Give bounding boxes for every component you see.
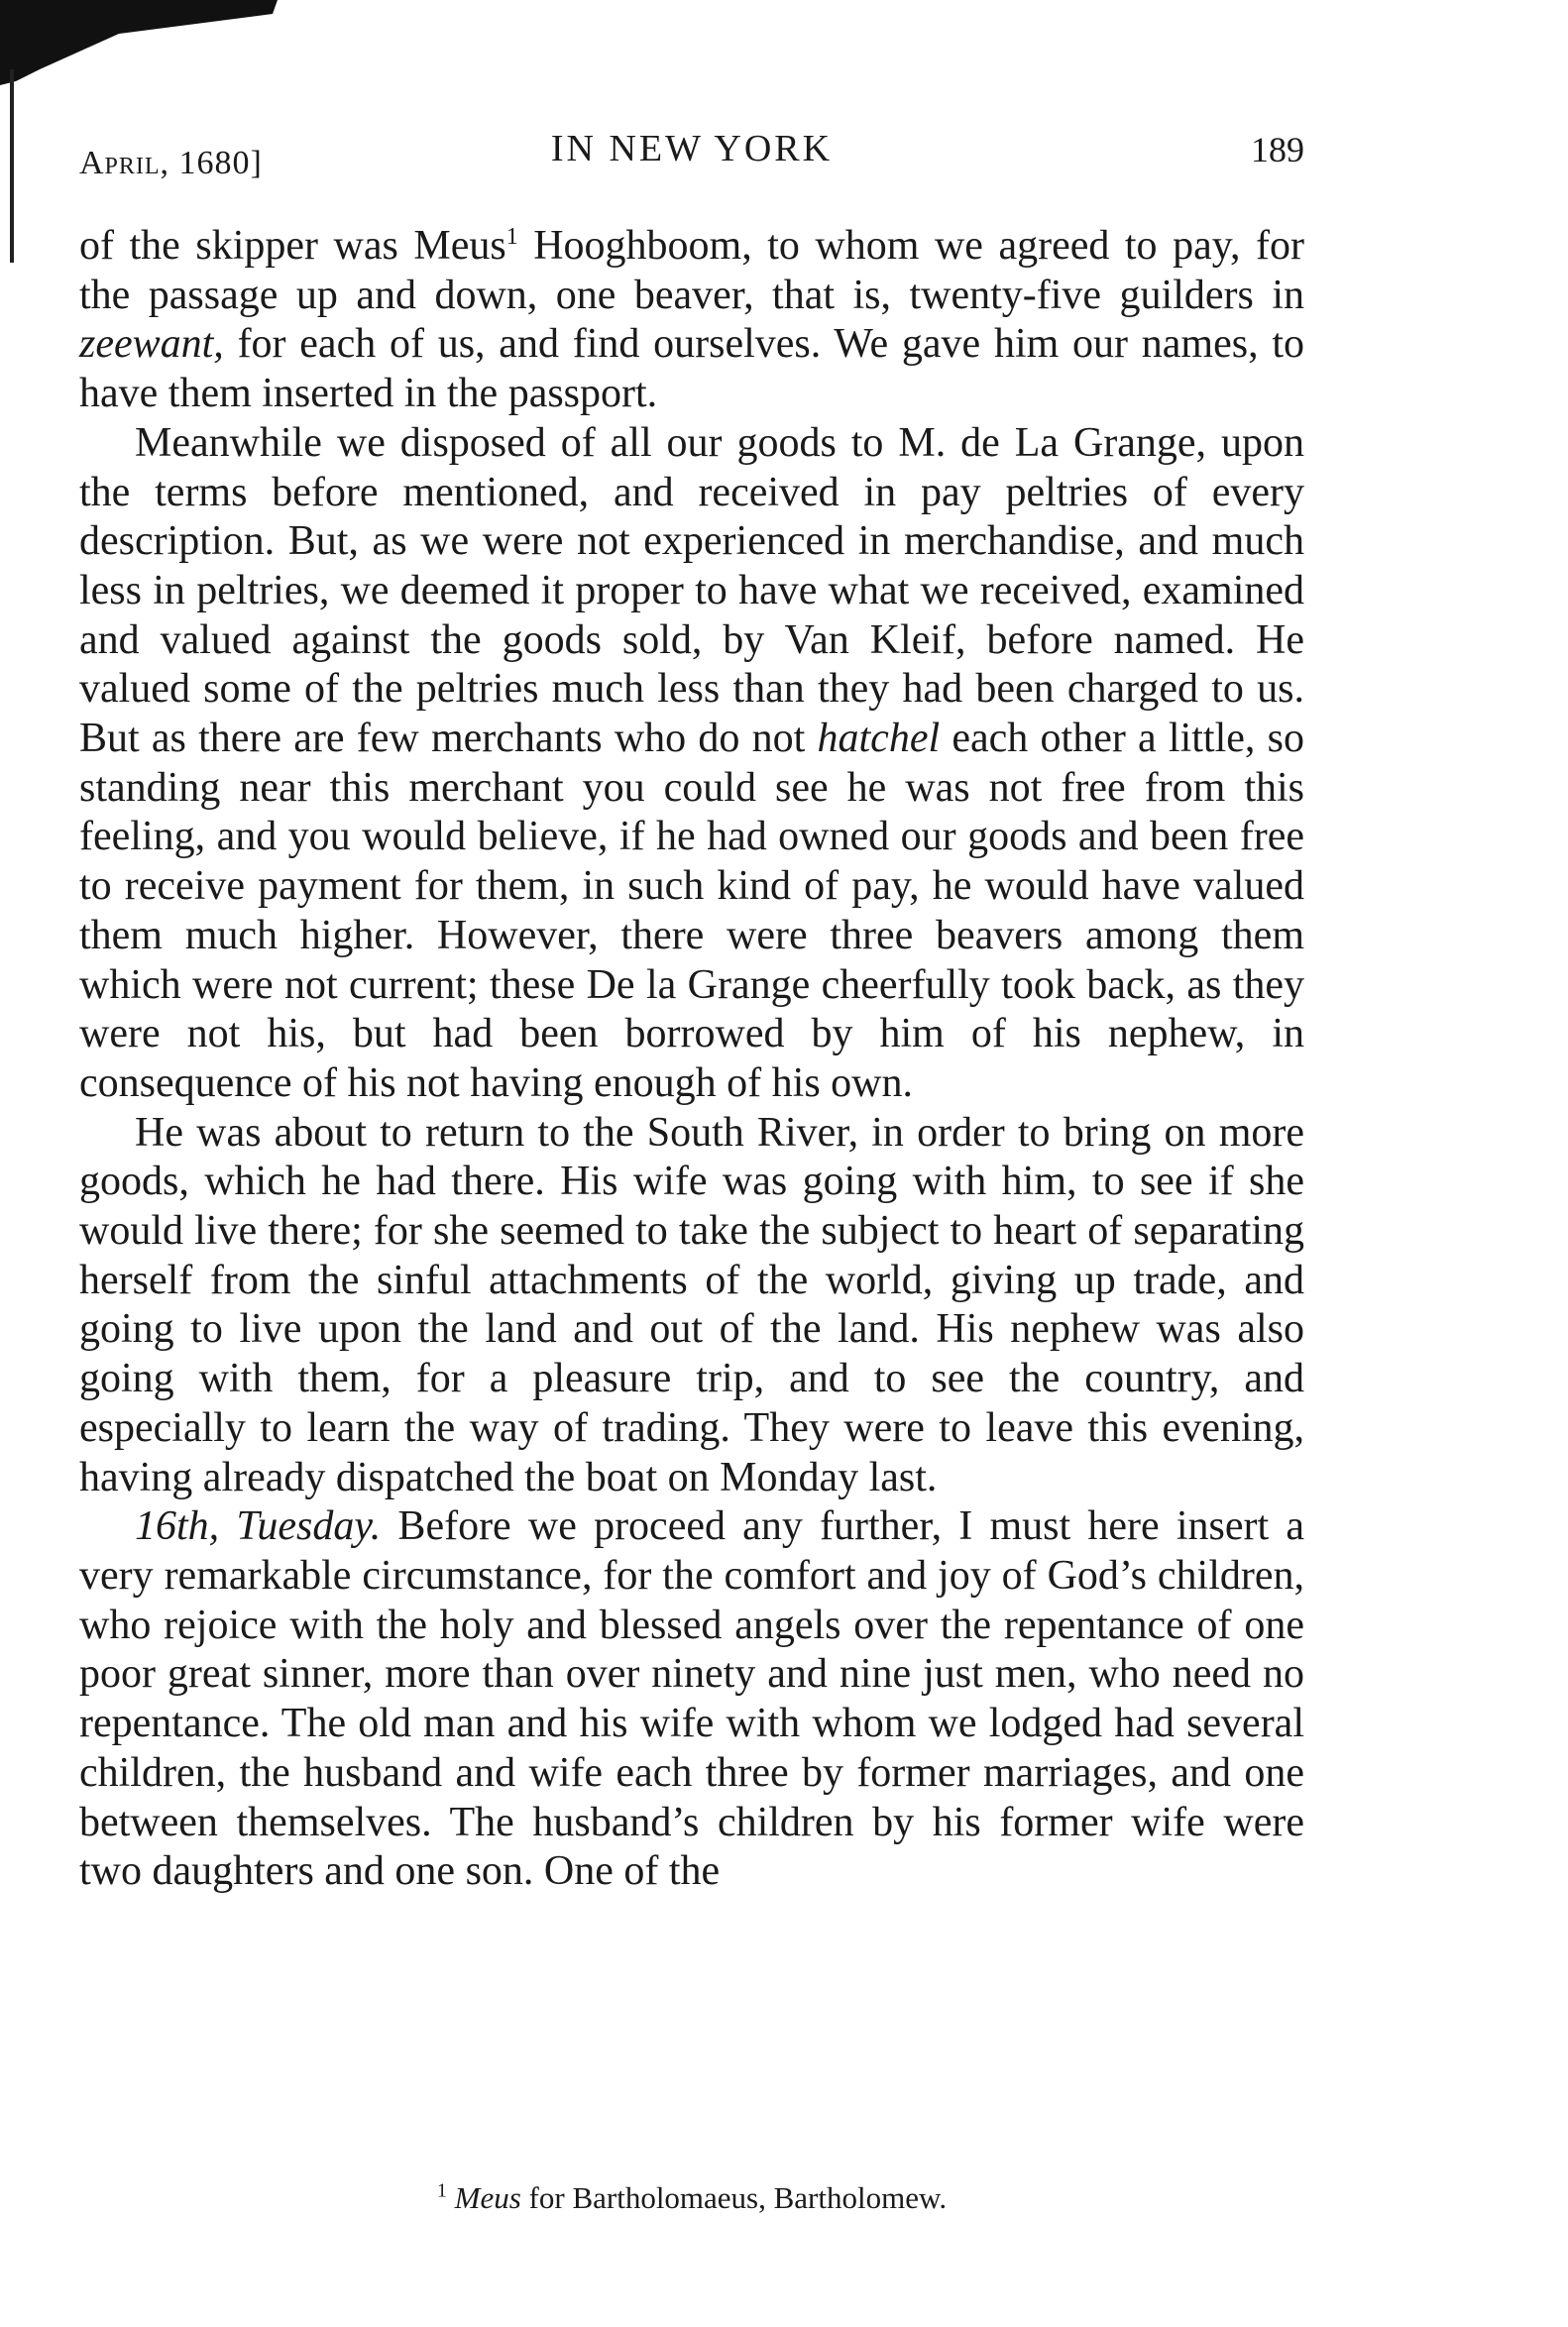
footnote: [79, 2180, 1304, 2216]
page-number: 189: [1251, 130, 1304, 169]
footnote-term: Meus: [454, 2180, 521, 2215]
body-text: [79, 222, 1304, 1897]
paragraph-4: 16th, Tuesday. Before we proceed any further, I must here insert a very remarkable circumstance, for the comfort and joy of God’s children, who rejoice with the holy and blessed angels over the repentance of one poor great sinner, more than over ninety and nine just men, who need no repentance. The old man and his wife with whom we lodged had several children, the husband and wife each three by former marriages, and one between themselves. The husband’s children by his former wife were two daughters and one son. One of the: [79, 1503, 1304, 1895]
paragraph-2: Meanwhile we disposed of all our goods to M. de La Grange, upon the terms before mentioned, and received in pay peltries of every description. But, as we were not experienced in merchandise, and much less in peltries, we deemed it proper to have what we received, examined and valued against the goods sold, by Van Kleif, before named. He valued some of the peltries much less than they had been charged to us. But as there are few merchants who do not hatchel each other a little, so standing near this merchant you could see he was not free from this feeling, and you would believe, if he had owned our goods and been free to receive payment for them, in such kind of pay, he would have valued them much higher. However, there were three beavers among them which were not current; these De la Grange cheerfully took back, as they were not his, but had been borrowed by him of his nephew, in consequence of his not having enough of his own.: [79, 419, 1304, 1106]
diary-date: 16th, Tuesday.: [135, 1503, 382, 1550]
paragraph-1: of the skipper was Meus$^1$ Hooghboom, to whom we agreed to pay, for the passage up and down, one beaver, that is, twenty-five guilders in zeewant, for each of us, and find ourselves. We gave him our names, to have them inserted in the passport.: [79, 223, 1304, 417]
footnote-mark: 1: [436, 2179, 447, 2202]
paragraph-3: He was about to return to the South River, in order to bring on more goods, which he had there. His wife was going with him, to see if she would live there; for she seemed to take the subject to heart of separating herself from the sinful attachments of the world, giving up trade, and going to live upon the land and out of the land. His nephew was also going with them, for a pleasure trip, and to see the country, and especially to learn the way of trading. They were to leave this evening, having already dispatched the boat on Monday last.: [79, 1109, 1304, 1500]
footnote-reference[interactable]: 1: [505, 224, 518, 250]
running-header: [79, 127, 1304, 186]
running-head-title: IN NEW YORK: [550, 128, 834, 169]
footnote-text: for Bartholomaeus, Bartholomew.: [520, 2180, 948, 2215]
running-head-date: April, 1680]: [79, 145, 263, 181]
